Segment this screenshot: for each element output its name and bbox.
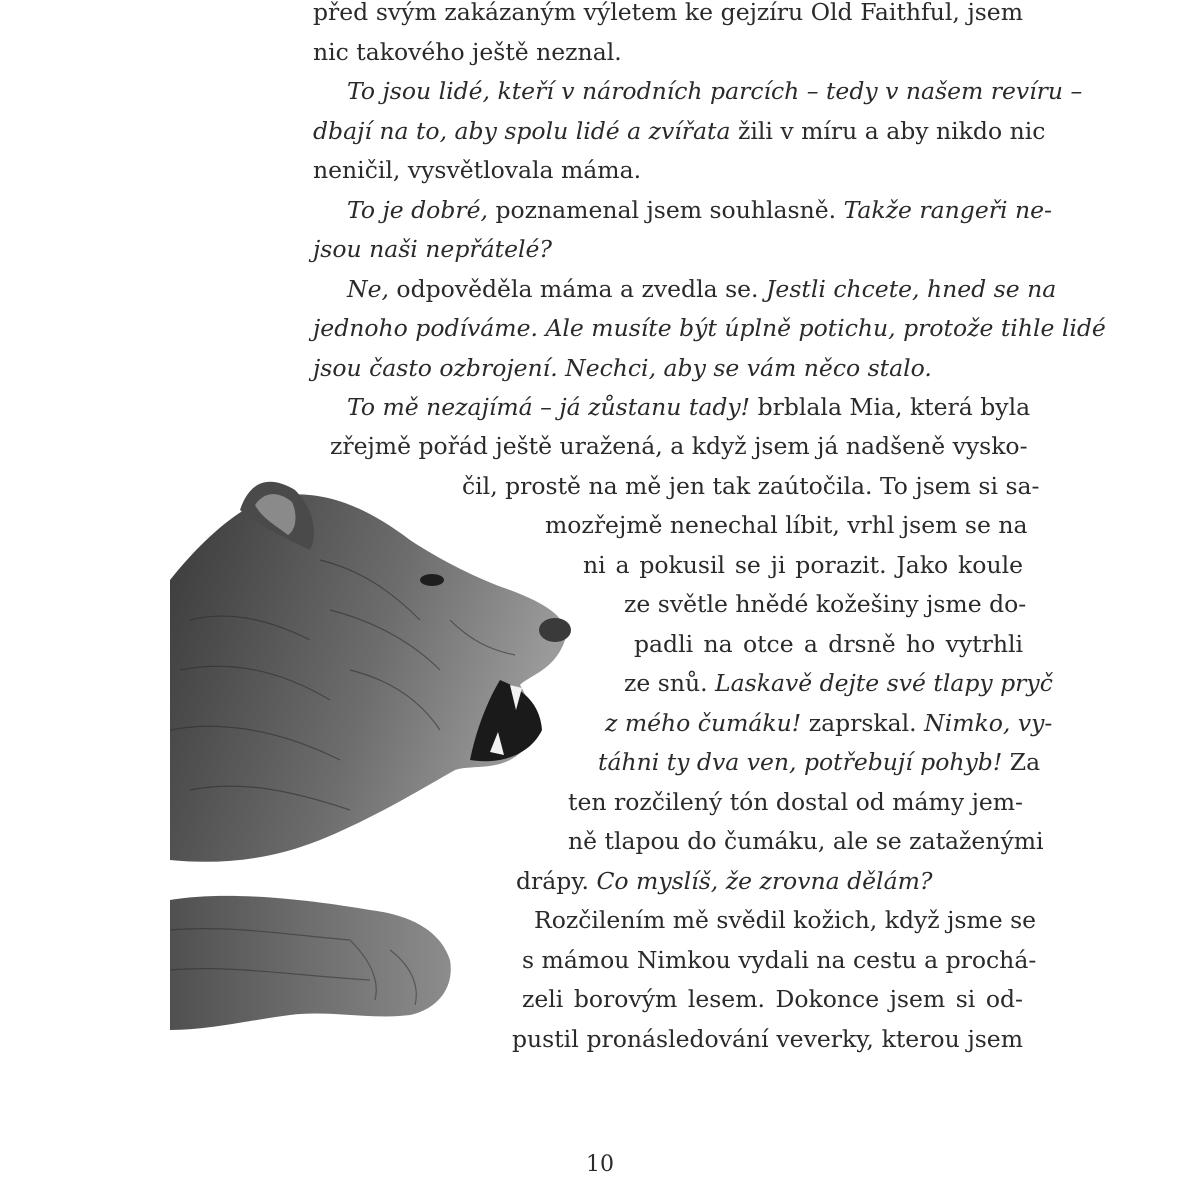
narration-text: ten rozčilený tón dostal od mámy jem- — [568, 788, 1023, 816]
narration-text: ze snů. — [624, 669, 716, 697]
narration-text: neničil, vysvětlovala máma. — [313, 156, 642, 184]
text-line — [313, 155, 641, 185]
text-line — [583, 550, 1023, 580]
italic-speech: Jestli chcete, hned se na — [766, 275, 1057, 303]
narration-text: před svým zakázaným výletem ke gejzíru Old Faithful, jsem — [313, 0, 1023, 26]
italic-speech: dbají na to, aby spolu lidé a zvířata — [313, 117, 731, 145]
narration-text: pustil pronásledování veverky, kterou jsem — [512, 1025, 1023, 1053]
text-line — [313, 116, 1046, 146]
narration-text: Za — [1002, 748, 1041, 776]
narration-text: odpověděla máma a zvedla se. — [388, 275, 766, 303]
text-line — [568, 826, 1044, 856]
narration-text: mozřejmě nenechal líbit, vrhl jsem se na — [545, 511, 1028, 539]
text-line — [347, 274, 1057, 304]
italic-speech: To je dobré, — [347, 196, 488, 224]
narration-text: ze světle hnědé kožešiny jsme do- — [624, 590, 1027, 618]
text-line — [347, 76, 1083, 106]
italic-speech: Takže rangeři ne- — [843, 196, 1052, 224]
narration-text: drápy. — [516, 867, 597, 895]
narration-text: nic takového ještě neznal. — [313, 38, 622, 66]
narration-text: zeli borovým lesem. Dokonce jsem si od- — [522, 985, 1023, 1013]
italic-speech: táhni ty dva ven, potřebují pohyb! — [598, 748, 1003, 776]
italic-speech: Ne, — [347, 275, 389, 303]
narration-text: poznamenal jsem souhlasně. — [487, 196, 844, 224]
italic-speech: To jsou lidé, kteří v národních parcích – tedy v našem revíru – — [347, 77, 1083, 105]
narration-text: čil, prostě na mě jen tak zaútočila. To jsem si sa- — [462, 472, 1040, 500]
italic-speech: jsou naši nepřátelé? — [313, 235, 552, 263]
text-line — [624, 589, 1027, 619]
narration-text: s mámou Nimkou vydali na cestu a prochá- — [522, 946, 1037, 974]
italic-speech: jsou často ozbrojení. Nechci, aby se vám něco stalo. — [313, 354, 932, 382]
narration-text: Rozčilením mě svědil kožich, když jsme se — [534, 906, 1037, 934]
text-line — [313, 37, 622, 67]
italic-speech: Co myslíš, že zrovna dělám? — [596, 867, 933, 895]
text-line — [313, 234, 552, 264]
italic-speech: jednoho podíváme. Ale musíte být úplně potichu, protože tihle lidé — [313, 314, 1106, 342]
text-line — [598, 747, 1041, 777]
italic-speech: To mě nezajímá – já zůstanu tady! — [347, 393, 751, 421]
narration-text: padli na otce a drsně ho vytrhli — [634, 630, 1023, 658]
text-line — [347, 195, 1052, 225]
text-line — [624, 668, 1053, 698]
narration-text: zaprskal. — [801, 709, 925, 737]
text-line — [347, 392, 1031, 422]
italic-speech: z mého čumáku! — [605, 709, 802, 737]
text-line — [634, 629, 1023, 659]
narration-text: brblala Mia, která byla — [750, 393, 1031, 421]
text-line — [568, 787, 1023, 817]
italic-speech: Nimko, vy- — [924, 709, 1053, 737]
page-number: 10 — [586, 1152, 614, 1177]
narration-text: zřejmě pořád ještě uražená, a když jsem já nadšeně vysko- — [330, 432, 1028, 460]
text-line — [313, 353, 932, 383]
narration-text: žili v míru a aby nikdo nic — [730, 117, 1046, 145]
text-line — [545, 510, 1028, 540]
text-line — [313, 313, 1106, 343]
italic-speech: Laskavě dejte své tlapy pryč — [715, 669, 1053, 697]
narration-text: ně tlapou do čumáku, ale se zataženými — [568, 827, 1044, 855]
text-line — [605, 708, 1053, 738]
text-line — [330, 431, 1028, 461]
cougar-illustration — [170, 470, 610, 1060]
narration-text: ni a pokusil se ji porazit. Jako koule — [583, 551, 1023, 579]
text-line — [313, 0, 1023, 27]
